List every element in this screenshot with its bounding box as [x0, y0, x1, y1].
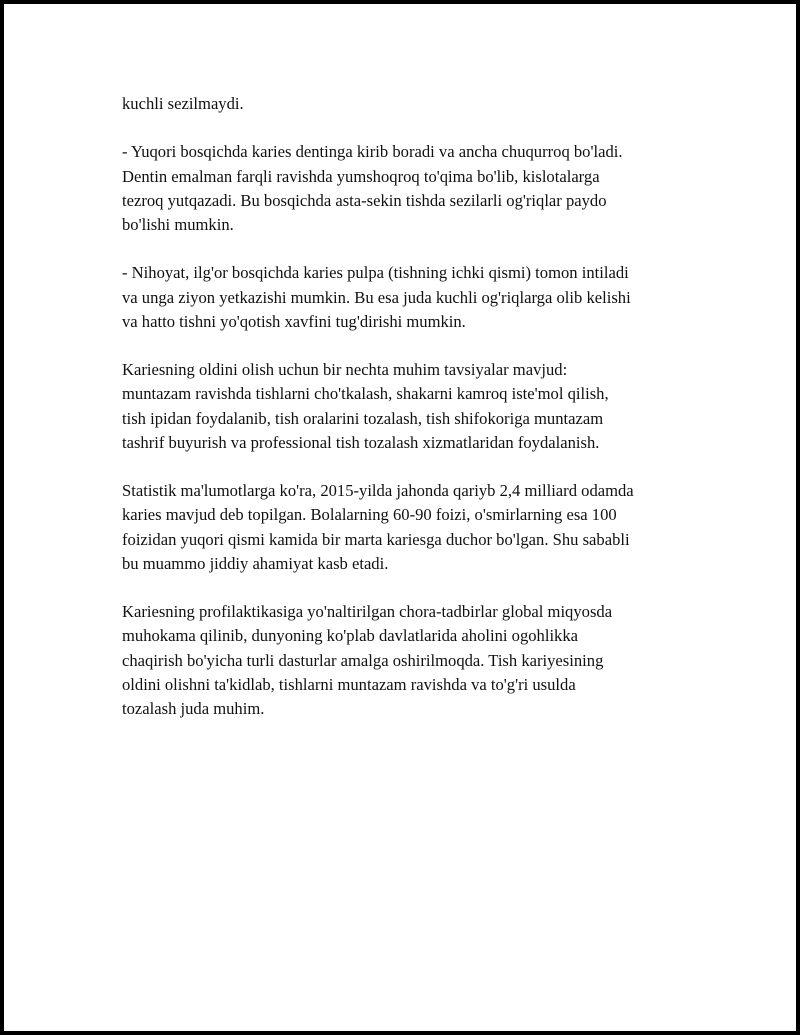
paragraph-final-stage: - Nihoyat, ilg'or bosqichda karies pulpa (tishning ichki qismi) tomon intiladi va unga ziyon yetkazishi mumkin. Bu esa juda kuchli og'riqlarga olib kelishi va hatto tishni yo'qotish xavfini tug'dirishi mumkin.	[122, 263, 631, 331]
paragraph-global-measures: Kariesning profilaktikasiga yo'naltirilgan chora-tadbirlar global miqyosda muhokama qilinib, dunyoning ko'plab davlatlarida aholini ogohlikka chaqirish bo'yicha turli dasturlar amalga oshirilmoqda. Tish kariyesining oldini olishni ta'kidlab, tishlarni muntazam ravishda va to'g'ri usulda tozalash juda muhim.	[122, 602, 613, 718]
paragraph-advanced-stage: - Yuqori bosqichda karies dentinga kirib boradi va ancha chuqurroq bo'ladi. Dentin emalman farqli ravishda yumshoqroq to'qima bo'lib, kislotalarga tezroq yutqazadi. Bu bosqichda asta-sekin tishda sezilarli og'riqlar paydo bo'lishi mumkin.	[122, 142, 623, 234]
document-body	[122, 92, 702, 745]
paragraph-prevention-tips: Kariesning oldini olish uchun bir nechta muhim tavsiyalar mavjud: muntazam ravishda tishlarni cho'tkalash, shakarni kamroq iste'mol qilish, tish ipidan foydalanib, tish oralarini tozalash, tish shifokoriga muntazam tashrif buyurish va professional tish tozalash xizmatlaridan foydalanish.	[122, 360, 609, 452]
paragraph-statistics: Statistik ma'lumotlarga ko'ra, 2015-yilda jahonda qariyb 2,4 milliard odamda karies mavjud deb topilgan. Bolalarning 60-90 foizi, o'smirlarning esa 100 foizidan yuqori qismi kamida bir marta kariesga duchor bo'lgan. Shu sababli bu muammo jiddiy ahamiyat kasb etadi.	[122, 481, 634, 573]
paragraph-continuation: kuchli sezilmaydi.	[122, 94, 244, 113]
